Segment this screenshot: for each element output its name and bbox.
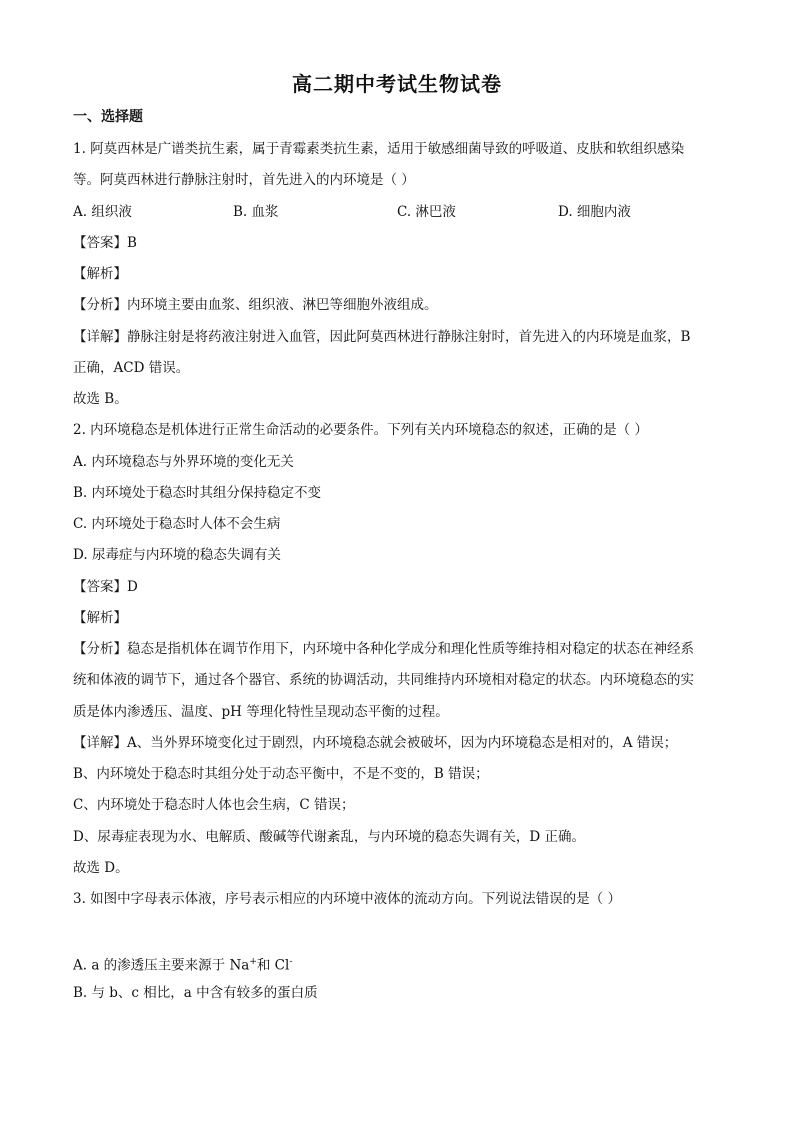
q2-answer: 【答案】D	[73, 579, 138, 595]
q1-answer: 【答案】B	[73, 235, 137, 251]
q2-analysis-line1: 【分析】稳态是指机体在调节作用下，内环境中各种化学成分和理化性质等维持相对稳定的状态在神经系	[73, 641, 694, 657]
q1-detail-line2: 正确，ACD 错误。	[73, 360, 190, 376]
q2-detail-line2: B、内环境处于稳态时其组分处于动态平衡中，不是不变的，B 错误；	[73, 766, 489, 782]
q1-stem-line2: 等。阿莫西林进行静脉注射时，首先进入的内环境是（ ）	[73, 172, 415, 188]
q3-option-a	[73, 952, 292, 976]
page-title: 高二期中考试生物试卷	[292, 72, 502, 96]
q1-option-b: B. 血浆	[233, 204, 279, 220]
section-heading: 一、选择题	[73, 109, 143, 125]
q3-option-a-sup2: -	[289, 957, 293, 967]
q2-analysis-line2: 统和体液的调节下，通过各个器官、系统的协调活动，共同维持内环境相对稳定的状态。内环境稳态的实	[73, 672, 694, 688]
q2-option-b: B. 内环境处于稳态时其组分保持稳定不变	[73, 485, 322, 501]
q2-analysis-line3: 质是体内渗透压、温度、pH 等理化特性呈现动态平衡的过程。	[73, 704, 449, 720]
q1-detail-line1: 【详解】静脉注射是将药液注射进入血管，因此阿莫西林进行静脉注射时，首先进入的内环境是血浆，B	[73, 329, 691, 345]
q1-option-a: A. 组织液	[73, 204, 132, 220]
q1-analysis: 【分析】内环境主要由血浆、组织液、淋巴等细胞外液组成。	[73, 297, 438, 313]
q1-stem-line1: 1. 阿莫西林是广谱类抗生素，属于青霉素类抗生素，适用于敏感细菌导致的呼吸道、皮肤和软组织感染	[73, 141, 685, 157]
q3-option-a-mid: 和 Cl	[256, 957, 290, 974]
q2-analysis-label: 【解析】	[73, 610, 127, 626]
q2-conclusion: 故选 D。	[73, 860, 129, 876]
q2-detail-line4: D、尿毒症表现为水、电解质、酸碱等代谢紊乱，与内环境的稳态失调有关，D 正确。	[73, 829, 585, 845]
q2-option-a: A. 内环境稳态与外界环境的变化无关	[73, 454, 294, 470]
q1-option-c: C. 淋巴液	[397, 204, 456, 220]
q3-stem: 3. 如图中字母表示体液，序号表示相应的内环境中液体的流动方向。下列说法错误的是（ ）	[73, 891, 621, 907]
q2-option-c: C. 内环境处于稳态时人体不会生病	[73, 516, 281, 532]
q2-option-d: D. 尿毒症与内环境的稳态失调有关	[73, 547, 281, 563]
q1-conclusion: 故选 B。	[73, 391, 128, 407]
q3-option-a-sup1: +	[249, 957, 257, 967]
q2-detail-line1: 【详解】A、当外界环境变化过于剧烈，内环境稳态就会被破坏，因为内环境稳态是相对的，A 错误；	[73, 735, 678, 751]
q1-analysis-label: 【解析】	[73, 266, 127, 282]
q2-stem: 2. 内环境稳态是机体进行正常生命活动的必要条件。下列有关内环境稳态的叙述，正确的是（ ）	[73, 422, 648, 438]
q2-detail-line3: C、内环境处于稳态时人体也会生病，C 错误；	[73, 797, 355, 813]
q3-option-a-text: A. a 的渗透压主要来源于 Na	[73, 957, 250, 974]
q3-option-b: B. 与 b、c 相比，a 中含有较多的蛋白质	[73, 985, 318, 1001]
q1-option-d: D. 细胞内液	[558, 204, 631, 220]
